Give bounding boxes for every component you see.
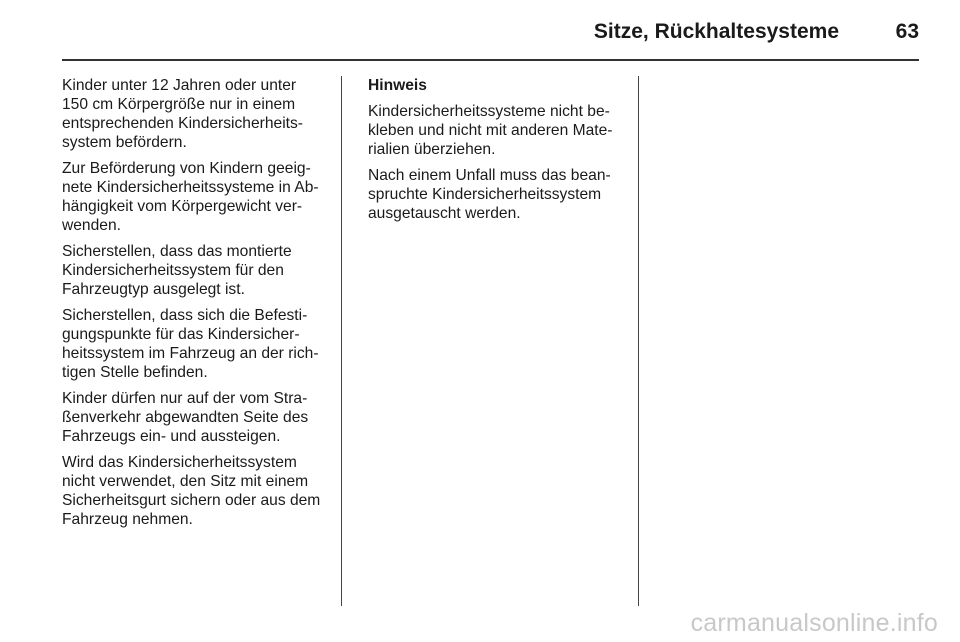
note-heading: Hinweis [368, 77, 427, 94]
column-divider [638, 76, 639, 606]
text-line: kleben und nicht mit anderen Mate- [368, 122, 613, 139]
paragraph-3 [62, 242, 332, 299]
text-line: rialien überziehen. [368, 141, 496, 158]
text-line: gungspunkte für das Kindersicher- [62, 326, 300, 343]
text-line: Nach einem Unfall muss das bean- [368, 167, 611, 184]
text-line: Kindersicherheitssystem für den [62, 262, 284, 279]
section-title: Sitze, Rückhaltesysteme [593, 20, 839, 43]
text-line: Fahrzeugtyp ausgelegt ist. [62, 281, 245, 298]
header-rule [62, 59, 919, 61]
page-header [62, 14, 919, 48]
left-column [62, 76, 332, 536]
text-line: Sicherheitsgurt sichern oder aus dem [62, 492, 321, 509]
text-line: nete Kindersicherheitssysteme in Ab- [62, 179, 319, 196]
text-line: Fahrzeugs ein- und aussteigen. [62, 428, 281, 445]
text-line: system befördern. [62, 134, 187, 151]
text-line: ausgetauscht werden. [368, 205, 521, 222]
text-line: nicht verwendet, den Sitz mit einem [62, 473, 309, 490]
page-number: 63 [895, 20, 919, 43]
column-divider [341, 76, 342, 606]
note-column [368, 76, 626, 230]
paragraph-2 [62, 159, 332, 235]
paragraph-4 [62, 306, 332, 382]
paragraph-1 [62, 76, 332, 152]
text-line: Fahrzeug nehmen. [62, 511, 193, 528]
text-line: Kinder unter 12 Jahren oder unter [62, 77, 297, 94]
paragraph-5 [62, 389, 332, 446]
text-line: ßenverkehr abgewandten Seite des [62, 409, 309, 426]
text-line: hängigkeit vom Körpergewicht ver- [62, 198, 303, 215]
watermark: carmanualsonline.info [690, 609, 938, 637]
text-line: Wird das Kindersicherheitssystem [62, 454, 297, 471]
text-line: Kinder dürfen nur auf der vom Stra- [62, 390, 308, 407]
text-line: Zur Beförderung von Kindern geeig- [62, 160, 311, 177]
text-line: heitssystem im Fahrzeug an der rich- [62, 345, 319, 362]
text-line: tigen Stelle befinden. [62, 364, 208, 381]
text-line: wenden. [62, 217, 121, 234]
text-line: spruchte Kindersicherheitssystem [368, 186, 602, 203]
note-paragraph-2 [368, 166, 626, 223]
text-line: 150 cm Körpergröße nur in einem [62, 96, 296, 113]
paragraph-6 [62, 453, 332, 529]
text-line: Sicherstellen, dass das montierte [62, 243, 292, 260]
text-line: entsprechenden Kindersicherheits- [62, 115, 303, 132]
text-line: Kindersicherheitssysteme nicht be- [368, 103, 610, 120]
text-line: Sicherstellen, dass sich die Befesti- [62, 307, 308, 324]
note-paragraph-1 [368, 102, 626, 159]
